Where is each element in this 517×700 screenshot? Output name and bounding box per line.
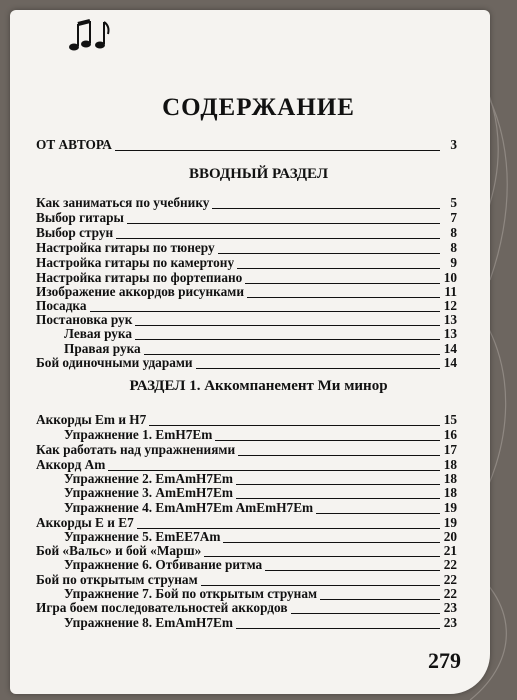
toc-entry: Упражнение 4. EmAmH7Em AmEmH7Em 19 [64, 500, 457, 515]
toc-entry: Настройка гитары по камертону 9 [36, 255, 457, 270]
toc-entry: Правая рука 14 [64, 341, 457, 356]
toc-entry: Упражнение 7. Бой по открытым струнам 22 [64, 586, 457, 601]
toc-entry: Настройка гитары по тюнеру 8 [36, 240, 457, 255]
toc-entry: Настройка гитары по фортепиано 10 [36, 270, 457, 285]
toc-entry: Аккорд Am 18 [36, 457, 457, 472]
toc-entry: Игра боем последовательностей аккордов 23 [36, 600, 457, 615]
toc-entry: Аккорды E и E7 19 [36, 515, 457, 530]
toc-entry: Бой «Вальс» и бой «Марш» 21 [36, 543, 457, 558]
toc-entry: Как заниматься по учебнику 5 [36, 195, 457, 210]
toc-entry: Бой одиночными ударами 14 [36, 355, 457, 370]
toc-entry: Упражнение 1. EmH7Em 16 [64, 427, 457, 442]
page-number: 279 [428, 648, 461, 673]
page-title: СОДЕРЖАНИЕ [162, 94, 355, 121]
toc-entry: Левая рука 13 [64, 326, 457, 341]
toc-entry-author: ОТ АВТОРА 3 [36, 137, 457, 152]
toc-entry: Упражнение 3. AmEmH7Em 18 [64, 485, 457, 500]
toc-entry: Бой по открытым струнам 22 [36, 572, 457, 587]
toc-entry: Изображение аккордов рисунками 11 [36, 284, 457, 299]
toc-entry: Аккорды Em и H7 15 [36, 412, 457, 427]
section-heading-intro: ВВОДНЫЙ РАЗДЕЛ [188, 166, 329, 182]
section-heading-part1: РАЗДЕЛ 1. Аккомпанемент Ми минор [129, 378, 388, 394]
toc-entry: Как работать над упражнениями 17 [36, 442, 457, 457]
toc-entry: Упражнение 5. EmEE7Am 20 [64, 529, 457, 544]
toc-entry: Постановка рук 13 [36, 312, 457, 327]
toc-entry: Посадка 12 [36, 298, 457, 313]
toc-entry: Выбор гитары 7 [36, 210, 457, 225]
music-notes-icon [68, 16, 112, 56]
toc-entry: Упражнение 2. EmAmH7Em 18 [64, 471, 457, 486]
toc-entry: Упражнение 6. Отбивание ритма 22 [64, 557, 457, 572]
toc-entry: Выбор струн 8 [36, 225, 457, 240]
toc-entry: Упражнение 8. EmAmH7Em 23 [64, 615, 457, 630]
